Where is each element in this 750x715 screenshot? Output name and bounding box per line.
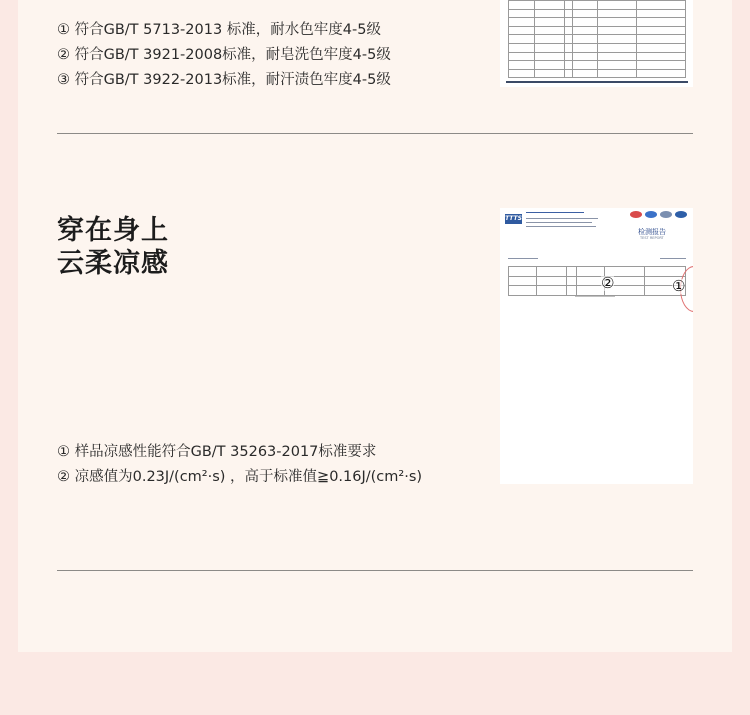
cooling-list (57, 440, 422, 490)
report-header-line (526, 212, 584, 213)
report-table (508, 0, 686, 78)
report-header-line (526, 222, 592, 223)
colorfastness-list (57, 18, 391, 93)
cert-badge-icon (630, 211, 642, 218)
report-info-line (660, 258, 686, 259)
heading-line-1: 穿在身上 (57, 215, 169, 246)
list-item: ② 凉感值为0.23J/(cm²·s) ，高于标准值≧0.16J/(cm²·s) (57, 469, 423, 485)
list-item: ① 样品凉感性能符合GB/T 35263-2017标准要求 (57, 444, 377, 460)
cert-badge-icon (675, 211, 687, 218)
report-header-line (526, 218, 598, 219)
report-header-line (526, 226, 596, 227)
section-heading (57, 214, 169, 280)
list-item: ① 符合GB/T 5713-2013 标准，耐水色牢度4-5级 (57, 22, 381, 38)
section-divider (57, 133, 693, 134)
list-item: ② 符合GB/T 3921-2008标准，耐皂洗色牢度4-5级 (57, 47, 391, 63)
test-report-image-top (500, 0, 693, 87)
test-report-image (500, 208, 693, 484)
report-table (508, 266, 686, 296)
list-item: ③ 符合GB/T 3922-2013标准，耐汗渍色牢度4-5级 (57, 72, 391, 88)
cert-badge-icon (660, 211, 672, 218)
heading-line-2: 云柔凉感 (57, 248, 169, 279)
section-divider (57, 570, 693, 571)
cert-badge-icon (645, 211, 657, 218)
report-info-line (508, 258, 538, 259)
report-footer-line (575, 296, 615, 297)
report-title: 检测报告 (638, 228, 666, 236)
report-bottom-rule (506, 81, 688, 83)
report-subtitle: TEST REPORT (640, 236, 664, 240)
marker-1: ① (672, 277, 686, 295)
marker-2: ② (601, 274, 615, 292)
ttts-logo: TTTS (505, 215, 522, 222)
